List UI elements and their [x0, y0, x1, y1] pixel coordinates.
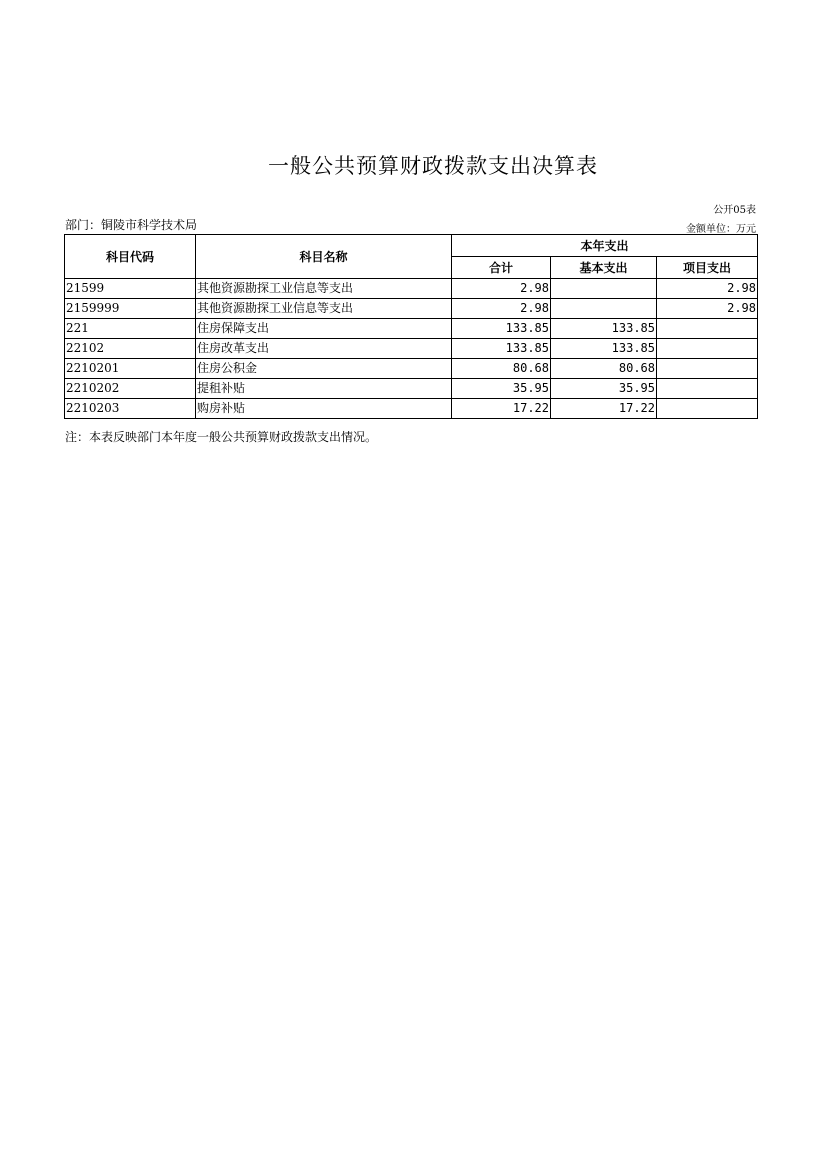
header-subject-code: 科目代码 — [65, 235, 196, 279]
table-row — [65, 359, 758, 379]
expenditure-table — [64, 234, 758, 419]
cell-code: 2210203 — [65, 399, 196, 419]
cell-name: 提租补贴 — [196, 379, 452, 399]
table-row — [65, 319, 758, 339]
table-row — [65, 399, 758, 419]
cell-name: 其他资源勘探工业信息等支出 — [196, 279, 452, 299]
cell-project: 2.98 — [657, 299, 758, 319]
department-line — [65, 216, 197, 233]
cell-code: 2210202 — [65, 379, 196, 399]
cell-project — [657, 359, 758, 379]
page-title: 一般公共预算财政拨款支出决算表 — [268, 154, 598, 178]
cell-project — [657, 339, 758, 359]
cell-name: 住房改革支出 — [196, 339, 452, 359]
cell-basic: 80.68 — [551, 359, 657, 379]
cell-name: 其他资源勘探工业信息等支出 — [196, 299, 452, 319]
header-subject-name: 科目名称 — [196, 235, 452, 279]
cell-code: 21599 — [65, 279, 196, 299]
cell-total: 17.22 — [452, 399, 551, 419]
table-row — [65, 339, 758, 359]
cell-total: 2.98 — [452, 279, 551, 299]
cell-project — [657, 399, 758, 419]
cell-code: 2159999 — [65, 299, 196, 319]
cell-basic: 133.85 — [551, 339, 657, 359]
table-header-row — [65, 235, 758, 257]
cell-code: 22102 — [65, 339, 196, 359]
table-row — [65, 379, 758, 399]
cell-total: 80.68 — [452, 359, 551, 379]
cell-code: 221 — [65, 319, 196, 339]
header-basic-expenditure: 基本支出 — [551, 257, 657, 279]
cell-total: 35.95 — [452, 379, 551, 399]
form-number: 公开05表 — [713, 205, 756, 216]
department-name: 铜陵市科学技术局 — [101, 218, 198, 232]
cell-project — [657, 319, 758, 339]
cell-total: 133.85 — [452, 319, 551, 339]
cell-name: 购房补贴 — [196, 399, 452, 419]
cell-name: 住房公积金 — [196, 359, 452, 379]
cell-total: 133.85 — [452, 339, 551, 359]
cell-project — [657, 379, 758, 399]
header-project-expenditure: 项目支出 — [657, 257, 758, 279]
cell-name: 住房保障支出 — [196, 319, 452, 339]
cell-basic: 133.85 — [551, 319, 657, 339]
header-total: 合计 — [452, 257, 551, 279]
cell-project: 2.98 — [657, 279, 758, 299]
table-row — [65, 279, 758, 299]
table-row — [65, 299, 758, 319]
department-label: 部门： — [65, 218, 102, 232]
amount-unit: 金额单位：万元 — [686, 224, 756, 235]
cell-code: 2210201 — [65, 359, 196, 379]
table-footnote: 注：本表反映部门本年度一般公共预算财政拨款支出情况。 — [65, 430, 378, 444]
cell-basic — [551, 279, 657, 299]
header-current-year-expenditure: 本年支出 — [452, 235, 758, 257]
cell-total: 2.98 — [452, 299, 551, 319]
cell-basic: 17.22 — [551, 399, 657, 419]
cell-basic: 35.95 — [551, 379, 657, 399]
cell-basic — [551, 299, 657, 319]
